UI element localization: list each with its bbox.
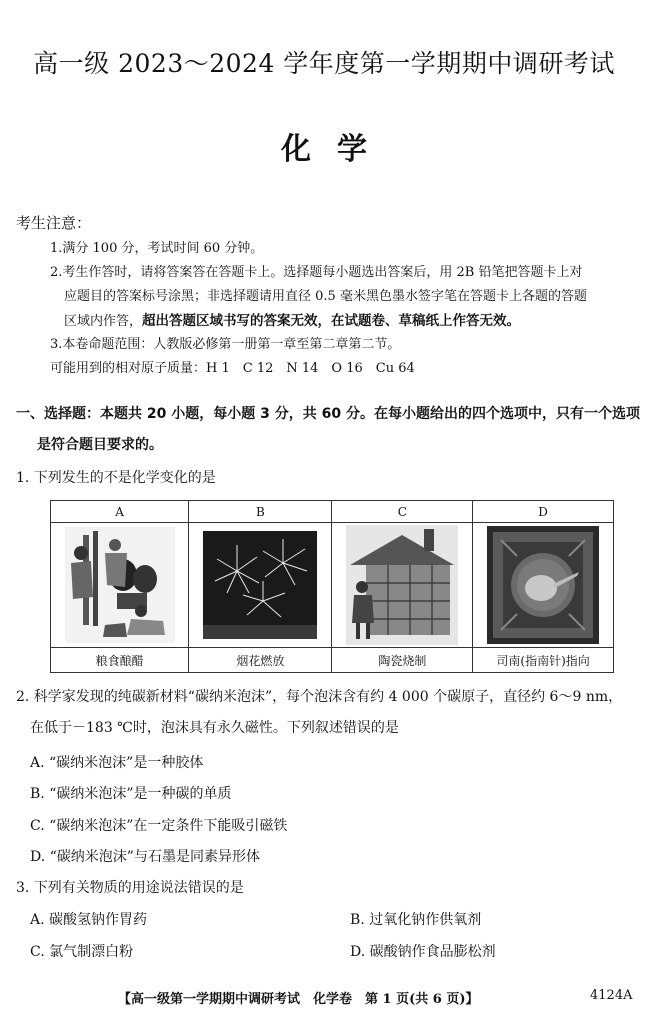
option-b-image-cell xyxy=(189,523,332,648)
paper-code: 4124A xyxy=(590,988,633,1003)
question-3-option-d: D. 碳酸钠作食品膨松剂 xyxy=(350,944,496,960)
question-3-stem: 3. 下列有关物质的用途说法错误的是 xyxy=(16,880,244,896)
option-d-caption: 司南(指南针)指向 xyxy=(473,648,614,673)
notice-item-3: 3.本卷命题范围：人教版必修第一册第一章至第二章第二节。 xyxy=(50,337,401,352)
notice-item-1: 1.满分 100 分，考试时间 60 分钟。 xyxy=(50,241,264,256)
option-c-header: C xyxy=(332,501,473,523)
question-3-option-b: B. 过氧化钠作供氧剂 xyxy=(350,912,482,928)
atomic-masses: 可能用到的相对原子质量：H 1 C 12 N 14 O 16 Cu 64 xyxy=(50,361,415,376)
notice-item-2-line-3-plain: 区域内作答， xyxy=(64,314,143,329)
question-2-option-a: A. “碳纳米泡沫”是一种胶体 xyxy=(30,755,204,771)
notice-item-2-line-2: 应题目的答案标号涂黑；非选择题请用直径 0.5 毫米黑色墨水签字笔在答题卡上各题的答题 xyxy=(64,289,587,304)
option-d-header: D xyxy=(473,501,614,523)
notice-item-2-line-1: 2.考生作答时，请将答案答在答题卡上。选择题每小题选出答案后，用 2B 铅笔把答题卡上对 xyxy=(50,265,583,280)
notice-heading: 考生注意： xyxy=(16,214,92,232)
ceramic-firing-illustration xyxy=(346,525,458,645)
page-footer: 【高一级第一学期期中调研考试 化学卷 第 1 页(共 6 页)】 xyxy=(118,992,479,1007)
question-2-option-c: C. “碳纳米泡沫”在一定条件下能吸引磁铁 xyxy=(30,818,288,834)
option-b-caption: 烟花燃放 xyxy=(189,648,332,673)
option-c-caption: 陶瓷烧制 xyxy=(332,648,473,673)
question-2-option-b: B. “碳纳米泡沫”是一种碳的单质 xyxy=(30,786,232,802)
section-1-instructions-line-2: 是符合题目要求的。 xyxy=(37,437,163,453)
section-1-instructions-line-1: 一、选择题：本题共 20 小题，每小题 3 分，共 60 分。在每小题给出的四个选项中，只有一个选项 xyxy=(16,406,640,422)
grain-vinegar-illustration xyxy=(65,527,175,643)
option-c-image-cell xyxy=(332,523,473,648)
question-3-option-c: C. 氯气制漂白粉 xyxy=(30,944,134,960)
compass-sinan-photo xyxy=(487,526,599,644)
question-3-option-a: A. 碳酸氢钠作胃药 xyxy=(30,912,148,928)
fireworks-photo xyxy=(203,531,317,639)
notice-item-2-line-3-emphasis: 超出答题区域书写的答案无效，在试题卷、草稿纸上作答无效。 xyxy=(142,313,521,329)
exam-title: 高一级 2023～2024 学年度第一学期期中调研考试 xyxy=(33,49,615,78)
option-a-caption: 粮食酿醋 xyxy=(51,648,189,673)
subject-title: 化学 xyxy=(281,132,393,167)
question-2-stem-line-2: 在低于－183 ℃时，泡沫具有永久磁性。下列叙述错误的是 xyxy=(30,720,399,736)
question-1-stem: 1. 下列发生的不是化学变化的是 xyxy=(16,470,216,486)
question-1-image-table xyxy=(50,500,614,673)
notice-item-2-line-3 xyxy=(64,309,520,329)
option-a-header: A xyxy=(51,501,189,523)
option-b-header: B xyxy=(189,501,332,523)
option-a-image-cell xyxy=(51,523,189,648)
question-2-stem-line-1: 2. 科学家发现的纯碳新材料“碳纳米泡沫”，每个泡沫含有约 4 000 个碳原子，直径约 6～9 nm， xyxy=(16,689,623,705)
question-2-option-d: D. “碳纳米泡沫”与石墨是同素异形体 xyxy=(30,849,260,865)
option-d-image-cell xyxy=(473,523,614,648)
